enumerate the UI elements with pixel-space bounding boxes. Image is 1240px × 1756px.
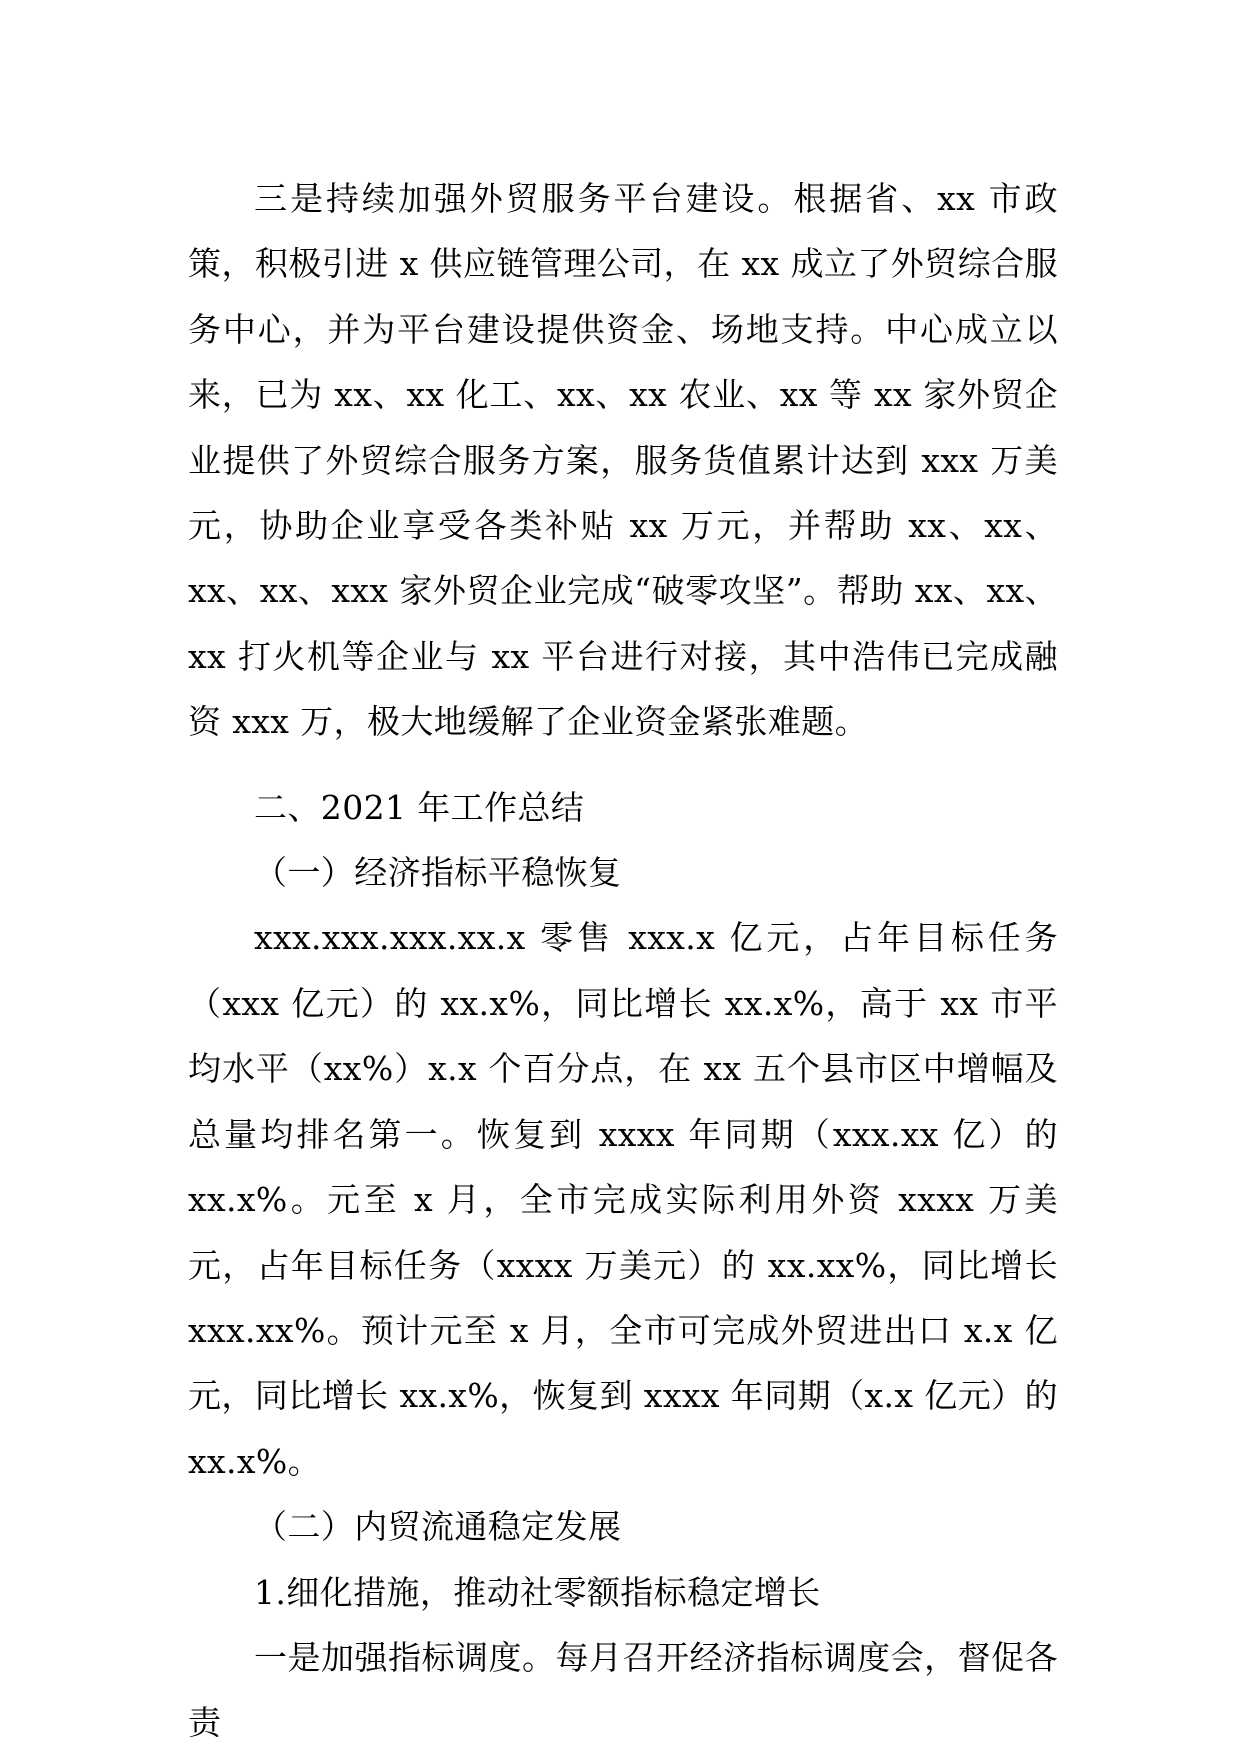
subsection-heading-economic-indicators: （一）经济指标平稳恢复 (254, 853, 622, 893)
paragraph-economic-indicators: xxx.xxx.xxx.xx.x 零售 xxx.x 亿元，占年目标任务（xxx 亿元）的 xx.x%，同比增长 xx.x%，高于 xx 市平均水平（xx%）x.x 个百分点，在 xx 五个县市区中增幅及总量均排名第一。恢复到 xxxx 年同期（xxx.xx 亿）的 xx.x%。元至 x 月，全市完成实际利用外资 xxxx 万美元，占年目标任务（xxxx 万美元）的 xx.xx%，同比增长 xxx.xx%。预计元至 x 月，全市可完成外贸进出口 x.x 亿元，同比增长 xx.x%，恢复到 xxxx 年同期（x.x 亿元）的 xx.x%。 (188, 918, 1058, 1481)
subsection-heading-domestic-trade: （二）内贸流通稳定发展 (254, 1507, 622, 1547)
item-heading-measures: 1.细化措施，推动社零额指标稳定增长 (254, 1572, 821, 1612)
section-heading-2021-summary: 二、2021 年工作总结 (254, 787, 585, 827)
paragraph-dispatch: 一是加强指标调度。每月召开经济指标调度会，督促各责 (188, 1637, 1058, 1743)
paragraph-spacer (188, 755, 1058, 775)
paragraph-trade-platform: 三是持续加强外贸服务平台建设。根据省、xx 市政策，积极引进 x 供应链管理公司，在 xx 成立了外贸综合服务中心，并为平台建设提供资金、场地支持。中心成立以来，已为 xx、xx 化工、xx、xx 农业、xx 等 xx 家外贸企业提供了外贸综合服务方案，服务货值累计达到 xxx 万美元，协助企业享受各类补贴 xx 万元，并帮助 xx、xx、xx、xx、xxx 家外贸企业完成“破零攻坚”。帮助 xx、xx、xx 打火机等企业与 xx 平台进行对接，其中浩伟已完成融资 xxx 万，极大地缓解了企业资金紧张难题。 (188, 179, 1058, 742)
document-body (188, 166, 1058, 1756)
